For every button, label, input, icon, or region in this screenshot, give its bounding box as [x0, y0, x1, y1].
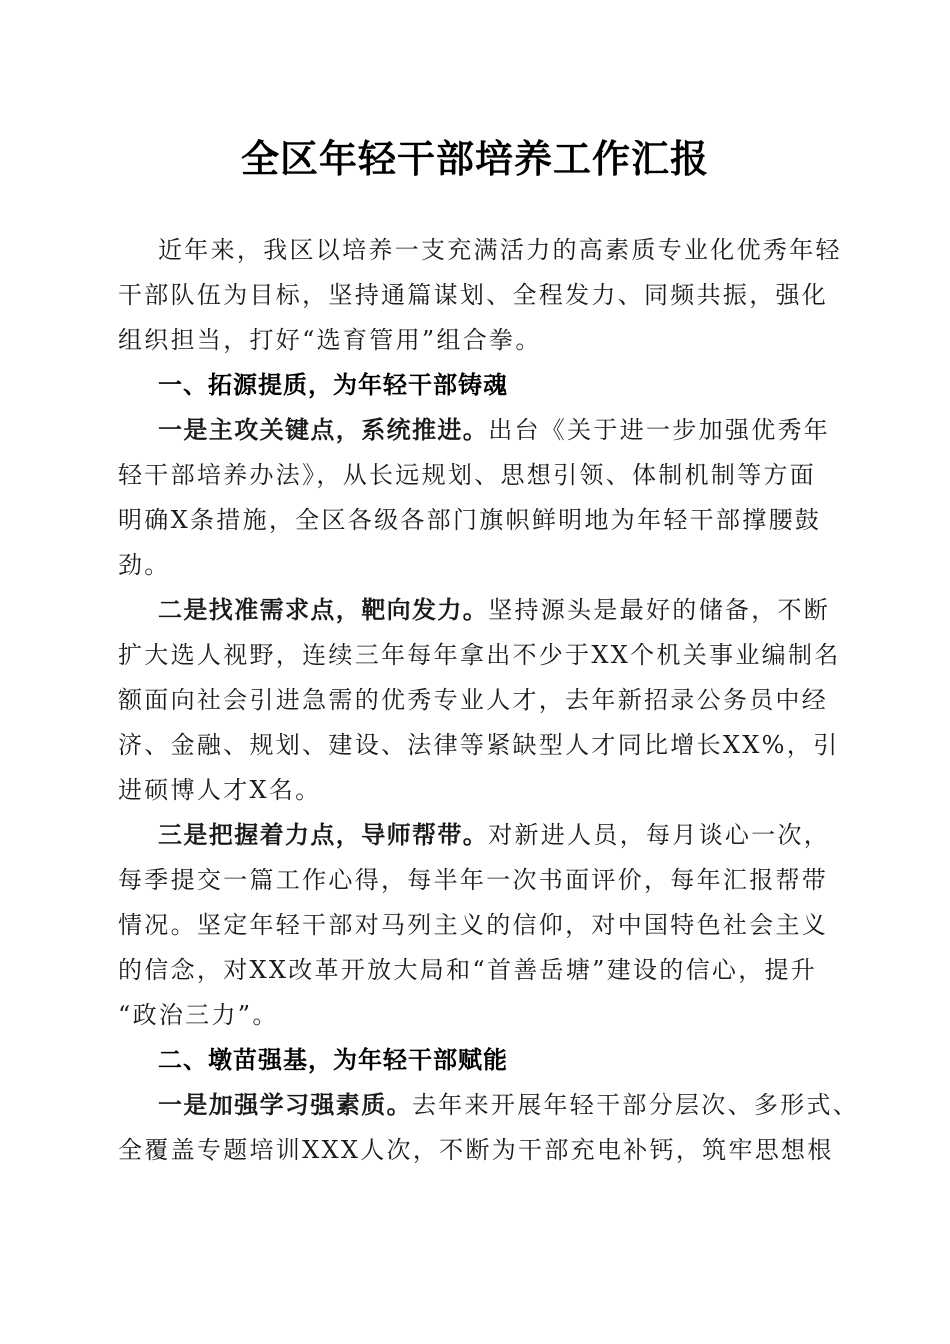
s1-p3-line-1	[118, 813, 840, 858]
s1-p1-line-2: 轻干部培养办法》，从长远规划、思想引领、体制机制等方面	[118, 461, 817, 489]
s1-p2-line-1	[118, 588, 840, 633]
intro-line-1: 近年来，我区以培养一支充满活力的高素质专业化优秀年轻	[158, 236, 842, 264]
s2-p1-line-1	[118, 1083, 860, 1128]
document-body	[118, 228, 860, 1173]
s1-p1-lead: 一是主攻关键点，系统推进。	[158, 416, 489, 444]
s1-p2-line-1-rest: 坚持源头是最好的储备，不断	[488, 596, 831, 624]
s1-p1-line-1-rest: 出台《关于进一步加强优秀年	[488, 416, 831, 444]
s1-p3-line-2: 每季提交一篇工作心得，每半年一次书面评价，每年汇报帮带	[118, 866, 829, 894]
s2-p1-line-1-rest: 去年来开展年轻干部分层次、多形式、	[412, 1091, 860, 1119]
s1-p3-line-4: 的信念，对XX改革开放大局和“首善岳塘”建设的信心，提升	[118, 956, 818, 984]
s1-p2-line-5: 进硕博人才X名。	[118, 776, 322, 804]
s1-p3-line-5: “政治三力”。	[118, 1001, 279, 1029]
s1-p1-line-4: 劲。	[118, 551, 171, 579]
s1-p3-lead: 三是把握着力点，导师帮带。	[158, 821, 489, 849]
s1-p2-line-4: 济、金融、规划、建设、法律等紧缺型人才同比增长XX%，引	[118, 731, 840, 759]
intro-line-2: 干部队伍为目标，坚持通篇谋划、全程发力、同频共振，强化	[118, 281, 829, 309]
s1-p2-line-2: 扩大选人视野，连续三年每年拿出不少于XX个机关事业编制名	[118, 641, 841, 669]
s2-p1-lead: 一是加强学习强素质。	[158, 1091, 412, 1119]
s1-p3-line-3: 情况。坚定年轻干部对马列主义的信仰，对中国特色社会主义	[118, 911, 829, 939]
section-2-heading: 二、墩苗强基，为年轻干部赋能	[158, 1046, 508, 1074]
s1-p3-line-1-rest: 对新进人员，每月谈心一次，	[488, 821, 831, 849]
intro-line-3: 组织担当，打好“选育管用”组合拳。	[118, 326, 542, 354]
s2-p1-line-2: 全覆盖专题培训XXX人次，不断为干部充电补钙，筑牢思想根	[118, 1136, 834, 1164]
document-title: 全区年轻干部培养工作汇报	[240, 136, 709, 181]
s1-p1-line-3: 明确X条措施，全区各级各部门旗帜鲜明地为年轻干部撑腰鼓	[118, 506, 822, 534]
s1-p2-lead: 二是找准需求点，靶向发力。	[158, 596, 489, 624]
s1-p2-line-3: 额面向社会引进急需的优秀专业人才，去年新招录公务员中经	[118, 686, 829, 714]
section-1-heading: 一、拓源提质，为年轻干部铸魂	[158, 371, 508, 399]
s1-p1-line-1	[118, 408, 840, 453]
